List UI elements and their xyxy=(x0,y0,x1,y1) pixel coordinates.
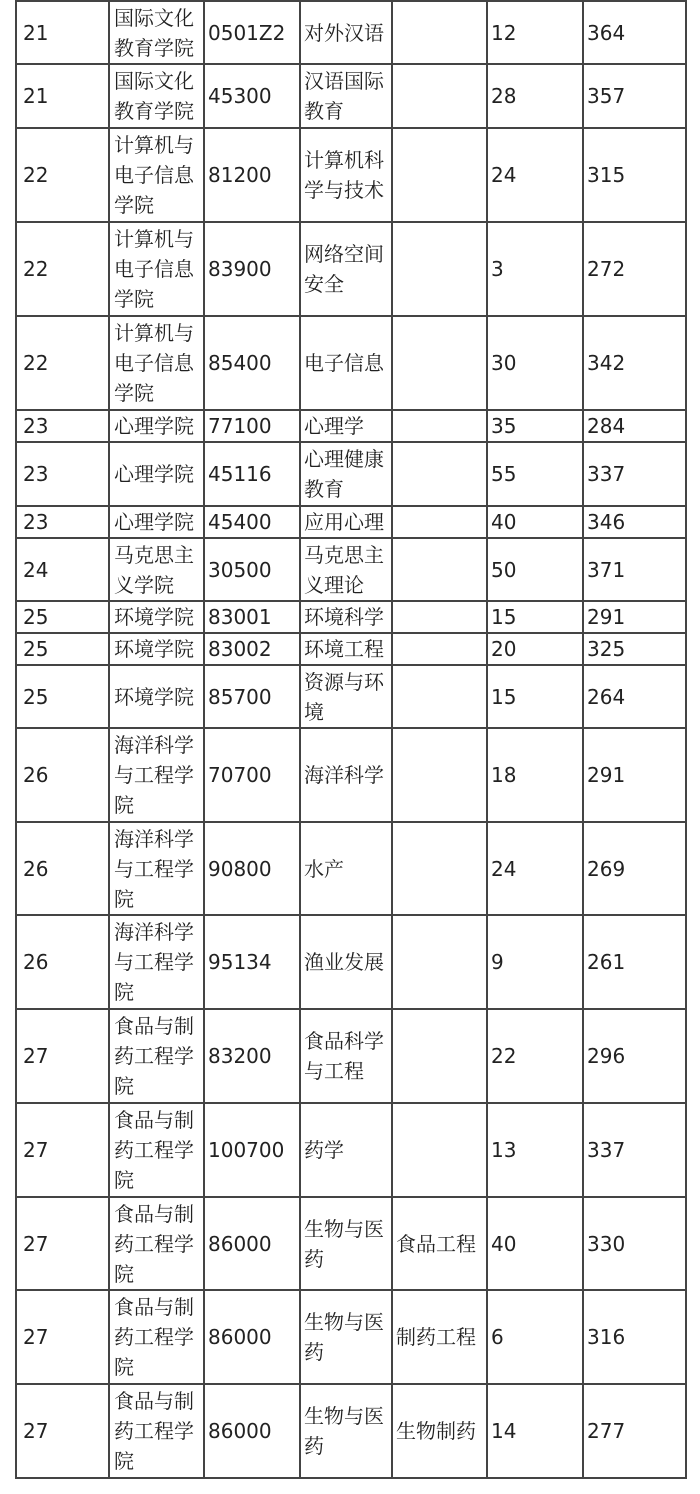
cell-school-number: 26 xyxy=(16,822,109,915)
cell-major-code: 70700 xyxy=(204,728,300,822)
table-row xyxy=(16,1,686,64)
table-container xyxy=(15,0,685,1479)
table-row xyxy=(16,1197,686,1290)
table-row xyxy=(16,538,686,601)
cell-major-code: 100700 xyxy=(204,1103,300,1197)
cell-school-name: 心理学院 xyxy=(109,410,204,442)
cell-school-number: 27 xyxy=(16,1290,109,1384)
cell-major-code: 95134 xyxy=(204,915,300,1009)
cell-major-name: 心理健康教育 xyxy=(300,442,392,506)
cell-research-direction xyxy=(392,64,487,128)
cell-enrollment-count: 35 xyxy=(487,410,583,442)
cell-school-name: 海洋科学与工程学院 xyxy=(109,822,204,915)
cell-min-score: 261 xyxy=(583,915,686,1009)
cell-school-number: 27 xyxy=(16,1103,109,1197)
cell-min-score: 337 xyxy=(583,442,686,506)
cell-enrollment-count: 55 xyxy=(487,442,583,506)
cell-enrollment-count: 6 xyxy=(487,1290,583,1384)
cell-school-number: 24 xyxy=(16,538,109,601)
cell-school-name: 计算机与电子信息学院 xyxy=(109,222,204,316)
cell-school-name: 食品与制药工程学院 xyxy=(109,1197,204,1290)
cell-school-name: 海洋科学与工程学院 xyxy=(109,915,204,1009)
cell-major-name: 环境工程 xyxy=(300,633,392,665)
cell-enrollment-count: 20 xyxy=(487,633,583,665)
cell-major-code: 86000 xyxy=(204,1290,300,1384)
cell-research-direction: 生物制药 xyxy=(392,1384,487,1478)
cell-school-name: 计算机与电子信息学院 xyxy=(109,128,204,222)
cell-research-direction xyxy=(392,1009,487,1103)
cell-research-direction xyxy=(392,728,487,822)
cell-major-code: 90800 xyxy=(204,822,300,915)
table-row xyxy=(16,410,686,442)
table-row xyxy=(16,506,686,538)
page-margin xyxy=(0,0,15,1494)
cell-major-name: 生物与医药 xyxy=(300,1290,392,1384)
cell-major-code: 83900 xyxy=(204,222,300,316)
cell-min-score: 269 xyxy=(583,822,686,915)
cell-research-direction xyxy=(392,506,487,538)
cell-enrollment-count: 15 xyxy=(487,601,583,633)
table-row xyxy=(16,728,686,822)
cell-enrollment-count: 13 xyxy=(487,1103,583,1197)
cell-min-score: 264 xyxy=(583,665,686,728)
cell-enrollment-count: 24 xyxy=(487,128,583,222)
cell-min-score: 296 xyxy=(583,1009,686,1103)
cell-min-score: 272 xyxy=(583,222,686,316)
cell-major-code: 85400 xyxy=(204,316,300,410)
table-row xyxy=(16,915,686,1009)
cell-research-direction xyxy=(392,915,487,1009)
cell-major-code: 85700 xyxy=(204,665,300,728)
cell-major-name: 渔业发展 xyxy=(300,915,392,1009)
cell-school-name: 计算机与电子信息学院 xyxy=(109,316,204,410)
cell-research-direction xyxy=(392,822,487,915)
cell-major-name: 食品科学与工程 xyxy=(300,1009,392,1103)
cell-min-score: 342 xyxy=(583,316,686,410)
cell-research-direction xyxy=(392,1103,487,1197)
cell-school-name: 马克思主义学院 xyxy=(109,538,204,601)
cell-school-number: 27 xyxy=(16,1197,109,1290)
cell-enrollment-count: 3 xyxy=(487,222,583,316)
cell-major-name: 电子信息 xyxy=(300,316,392,410)
cell-major-name: 海洋科学 xyxy=(300,728,392,822)
cell-enrollment-count: 28 xyxy=(487,64,583,128)
cell-major-code: 83001 xyxy=(204,601,300,633)
cell-min-score: 364 xyxy=(583,1,686,64)
cell-school-number: 21 xyxy=(16,64,109,128)
cell-major-name: 应用心理 xyxy=(300,506,392,538)
cell-school-name: 心理学院 xyxy=(109,442,204,506)
cell-major-name: 水产 xyxy=(300,822,392,915)
table-row xyxy=(16,665,686,728)
cell-major-code: 83002 xyxy=(204,633,300,665)
cell-school-number: 27 xyxy=(16,1384,109,1478)
cell-school-name: 海洋科学与工程学院 xyxy=(109,728,204,822)
cell-min-score: 315 xyxy=(583,128,686,222)
cell-school-number: 23 xyxy=(16,506,109,538)
cell-major-code: 45400 xyxy=(204,506,300,538)
cell-school-number: 22 xyxy=(16,222,109,316)
table-body xyxy=(16,1,686,1478)
cell-research-direction xyxy=(392,410,487,442)
cell-school-name: 国际文化教育学院 xyxy=(109,64,204,128)
cell-enrollment-count: 40 xyxy=(487,1197,583,1290)
cell-school-name: 环境学院 xyxy=(109,601,204,633)
cell-enrollment-count: 40 xyxy=(487,506,583,538)
table-row xyxy=(16,822,686,915)
cell-school-number: 26 xyxy=(16,915,109,1009)
cell-enrollment-count: 22 xyxy=(487,1009,583,1103)
cell-school-number: 27 xyxy=(16,1009,109,1103)
cell-research-direction xyxy=(392,316,487,410)
cell-school-name: 环境学院 xyxy=(109,665,204,728)
table-row xyxy=(16,442,686,506)
cell-school-number: 25 xyxy=(16,601,109,633)
cell-school-number: 21 xyxy=(16,1,109,64)
cell-min-score: 371 xyxy=(583,538,686,601)
cell-enrollment-count: 12 xyxy=(487,1,583,64)
cell-research-direction xyxy=(392,633,487,665)
cell-school-name: 环境学院 xyxy=(109,633,204,665)
cell-min-score: 316 xyxy=(583,1290,686,1384)
table-row xyxy=(16,316,686,410)
cell-major-name: 网络空间安全 xyxy=(300,222,392,316)
table-row xyxy=(16,222,686,316)
cell-research-direction xyxy=(392,665,487,728)
table-row xyxy=(16,64,686,128)
cell-school-name: 食品与制药工程学院 xyxy=(109,1384,204,1478)
cell-major-code: 45116 xyxy=(204,442,300,506)
cell-school-number: 23 xyxy=(16,442,109,506)
table-row xyxy=(16,1009,686,1103)
cell-school-name: 食品与制药工程学院 xyxy=(109,1009,204,1103)
cell-major-code: 86000 xyxy=(204,1384,300,1478)
cell-major-code: 83200 xyxy=(204,1009,300,1103)
cell-research-direction xyxy=(392,538,487,601)
cell-school-number: 25 xyxy=(16,633,109,665)
cell-research-direction xyxy=(392,601,487,633)
cell-enrollment-count: 50 xyxy=(487,538,583,601)
cell-major-name: 药学 xyxy=(300,1103,392,1197)
cell-school-number: 22 xyxy=(16,128,109,222)
cell-school-name: 国际文化教育学院 xyxy=(109,1,204,64)
cell-enrollment-count: 18 xyxy=(487,728,583,822)
cell-research-direction: 制药工程 xyxy=(392,1290,487,1384)
cell-school-name: 食品与制药工程学院 xyxy=(109,1103,204,1197)
table-row xyxy=(16,1290,686,1384)
table-row xyxy=(16,1103,686,1197)
cell-major-name: 生物与医药 xyxy=(300,1197,392,1290)
cell-major-code: 77100 xyxy=(204,410,300,442)
cell-min-score: 284 xyxy=(583,410,686,442)
cell-major-name: 马克思主义理论 xyxy=(300,538,392,601)
cell-school-number: 26 xyxy=(16,728,109,822)
cell-min-score: 291 xyxy=(583,728,686,822)
table-row xyxy=(16,1384,686,1478)
cell-major-code: 45300 xyxy=(204,64,300,128)
cell-enrollment-count: 24 xyxy=(487,822,583,915)
cell-school-number: 22 xyxy=(16,316,109,410)
cell-min-score: 291 xyxy=(583,601,686,633)
cell-major-name: 对外汉语 xyxy=(300,1,392,64)
cell-major-name: 环境科学 xyxy=(300,601,392,633)
cell-enrollment-count: 30 xyxy=(487,316,583,410)
admissions-score-table xyxy=(15,0,687,1479)
table-row xyxy=(16,128,686,222)
cell-school-number: 23 xyxy=(16,410,109,442)
cell-major-code: 86000 xyxy=(204,1197,300,1290)
cell-major-code: 81200 xyxy=(204,128,300,222)
cell-research-direction xyxy=(392,1,487,64)
cell-school-name: 心理学院 xyxy=(109,506,204,538)
cell-min-score: 346 xyxy=(583,506,686,538)
cell-min-score: 325 xyxy=(583,633,686,665)
cell-min-score: 277 xyxy=(583,1384,686,1478)
table-row xyxy=(16,601,686,633)
cell-major-name: 资源与环境 xyxy=(300,665,392,728)
cell-min-score: 357 xyxy=(583,64,686,128)
cell-major-name: 生物与医药 xyxy=(300,1384,392,1478)
cell-min-score: 330 xyxy=(583,1197,686,1290)
cell-major-name: 计算机科学与技术 xyxy=(300,128,392,222)
cell-research-direction xyxy=(392,222,487,316)
cell-school-name: 食品与制药工程学院 xyxy=(109,1290,204,1384)
cell-research-direction xyxy=(392,128,487,222)
cell-major-name: 汉语国际教育 xyxy=(300,64,392,128)
cell-enrollment-count: 15 xyxy=(487,665,583,728)
cell-major-code: 0501Z2 xyxy=(204,1,300,64)
cell-min-score: 337 xyxy=(583,1103,686,1197)
cell-enrollment-count: 9 xyxy=(487,915,583,1009)
cell-major-name: 心理学 xyxy=(300,410,392,442)
cell-research-direction: 食品工程 xyxy=(392,1197,487,1290)
cell-major-code: 30500 xyxy=(204,538,300,601)
table-row xyxy=(16,633,686,665)
cell-school-number: 25 xyxy=(16,665,109,728)
cell-research-direction xyxy=(392,442,487,506)
cell-enrollment-count: 14 xyxy=(487,1384,583,1478)
